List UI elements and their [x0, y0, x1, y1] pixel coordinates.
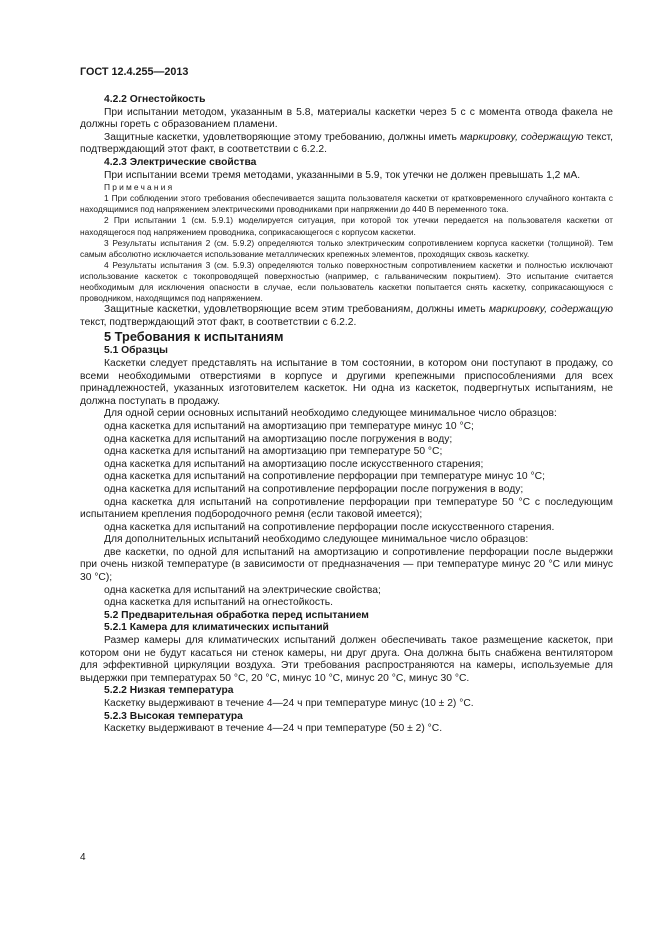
section-5-1-heading: 5.1 Образцы — [104, 345, 168, 357]
text-run: текст, подтверждающий этот факт, в соответствии с 6.2.2. — [80, 316, 357, 328]
text-run: текст, подтверждающий этот факт, в соответствии с 6.2.2. — [80, 131, 613, 156]
note-item: 1 При соблюдении этого требования обеспечивается защита пользователя каскетки от кратковременного случайного контакта с находящимися под напряжением электрическими проводниками при напряжении до 440 В переменного тока. — [80, 193, 613, 215]
section-5-2-1-heading: 5.2.1 Камера для климатических испытаний — [104, 622, 329, 634]
section-4-2-3-paragraph: При испытании всеми тремя методами, указанными в 5.9, ток утечки не должен превышать 1,2 мА. — [104, 169, 581, 181]
section-5-2-heading: 5.2 Предварительная обработка перед испытанием — [104, 609, 369, 621]
list-item: одна каскетка для испытаний на амортизацию при температуре минус 10 °С; — [104, 420, 474, 432]
section-5-1-paragraph: Для одной серии основных испытаний необходимо следующее минимальное число образцов: — [104, 408, 557, 420]
section-5-2-2-heading: 5.2.2 Низкая температура — [104, 685, 234, 697]
document-header: ГОСТ 12.4.255—2013 — [80, 66, 189, 78]
emphasis-text: маркировку, содержащую — [459, 131, 584, 143]
section-5-2-1-paragraph: Размер камеры для климатических испытаний должен обеспечивать такое размещение каскеток, при котором они не будут касаться ни стенок камеры, ни друг друга. Она должна быть снабжена вентилятором для эффективной циркуляции воздуха. Эти требования распространяются на камеры, используемые для выдержки при температурах 50 °С, 20 °С, минус 10 °С, минус 20 °С, минус 30 °С. — [80, 635, 613, 684]
section-5-1-paragraph: две каскетки, по одной для испытаний на амортизацию и сопротивление перфорации после выдержки при очень низкой температуре (в зависимости от предназначения — при температуре минус 20 °С или минус 30 °С); — [80, 546, 613, 584]
section-5-1-paragraph: Каскетки следует представлять на испытание в том состоянии, в котором они поступают в продажу, со всеми необходимыми отверстиями в корпусе и другими крепежными приспособлениями для всех принадлежностей, указанных изготовителем каскеток. Ни одна из каскеток, подвергнутых испытаниям, не должна поступать в продажу. — [80, 357, 613, 407]
notes-label: Примечания — [104, 182, 175, 193]
section-4-2-2-paragraph: При испытании методом, указанным в 5.8, материалы каскетки через 5 с с момента отвода факела не должны гореть с образованием пламени. — [80, 106, 613, 131]
list-item: одна каскетка для испытаний на электрические свойства; — [104, 584, 381, 596]
section-5-1-paragraph: Для дополнительных испытаний необходимо следующее минимальное число образцов: — [104, 534, 529, 546]
note-item: 2 При испытании 1 (см. 5.9.1) моделируется ситуация, при которой ток утечки передается на пользователя каскетки от находящегося под напряжением проводника, соприкасающегося с корпусом каскетки. — [80, 215, 613, 237]
section-4-2-2-marking-paragraph — [80, 132, 613, 157]
list-item: одна каскетка для испытаний на огнестойкость. — [104, 597, 333, 609]
section-5-2-3-paragraph: Каскетку выдерживают в течение 4—24 ч при температуре (50 ± 2) °С. — [104, 723, 443, 735]
section-4-2-3-marking-paragraph — [80, 304, 613, 329]
text-run: Защитные каскетки, удовлетворяющие всем этим требованиям, должны иметь — [104, 304, 489, 316]
list-item: одна каскетка для испытаний на сопротивление перфорации при температуре 50 °С с последующим испытанием крепления подбородочного ремня (если таковой имеется); — [80, 496, 613, 521]
list-item: одна каскетка для испытаний на амортизацию при температуре 50 °С; — [104, 446, 443, 458]
list-item: одна каскетка для испытаний на сопротивление перфорации после искусственного старения. — [104, 521, 555, 533]
list-item: одна каскетка для испытаний на сопротивление перфорации после погружения в воду; — [104, 483, 524, 495]
section-5-2-3-heading: 5.2.3 Высокая температура — [104, 710, 243, 722]
list-item: одна каскетка для испытаний на сопротивление перфорации при температуре минус 10 °С; — [104, 471, 545, 483]
text-run: Защитные каскетки, удовлетворяющие этому требованию, должны иметь — [104, 131, 460, 143]
emphasis-text: маркировку, содержащую — [488, 304, 613, 316]
note-item: 3 Результаты испытания 2 (см. 5.9.2) определяются только электрическим сопротивлением корпуса каскетки (толщиной). Тем самым абсолютно исключается использование металлических крепежных элементов, проходящих сквозь каскетку. — [80, 237, 613, 259]
page-number: 4 — [80, 852, 86, 863]
list-item: одна каскетка для испытаний на амортизацию после погружения в воду; — [104, 433, 453, 445]
section-4-2-2-heading: 4.2.2 Огнестойкость — [104, 94, 206, 105]
section-5-heading: 5 Требования к испытаниям — [104, 329, 284, 345]
section-4-2-3-heading: 4.2.3 Электрические свойства — [104, 156, 257, 168]
section-5-2-2-paragraph: Каскетку выдерживают в течение 4—24 ч при температуре минус (10 ± 2) °С. — [104, 698, 474, 709]
document-body — [80, 94, 613, 736]
note-item: 4 Результаты испытания 3 (см. 5.9.3) определяются только поверхностным сопротивлением каскетки и полностью исключают использование каскеток с токопроводящей поверхностью (например, с гальваническим покрытием). Это испытание считается необходимым для исключения опасности в случае, если пользователь каскетки попытается снять каскетку, соприкасающуюся с проводником, находящимся под напряжением. — [80, 259, 613, 304]
list-item: одна каскетка для испытаний на амортизацию после искусственного старения; — [104, 458, 484, 470]
